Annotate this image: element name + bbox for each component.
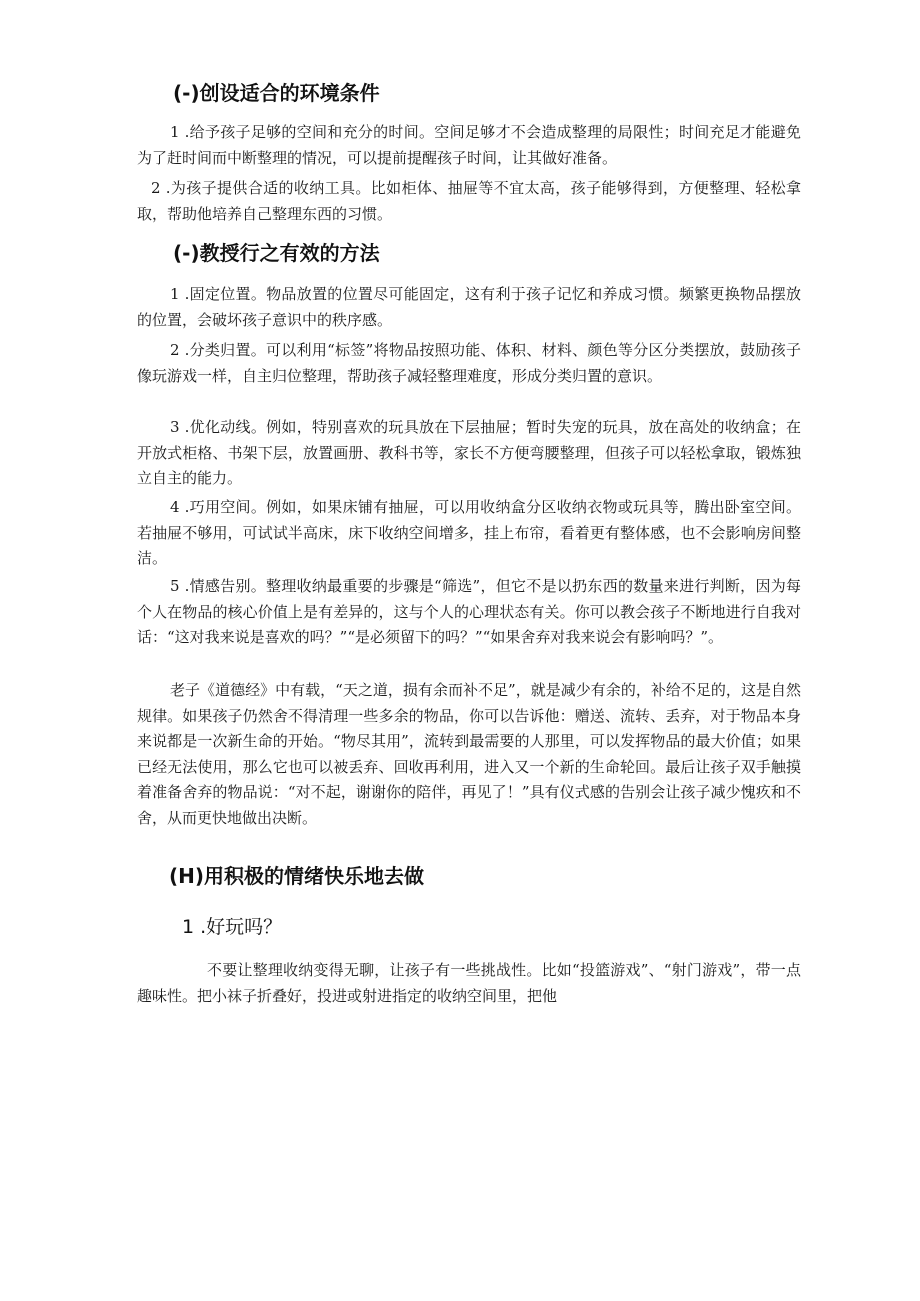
paragraph-tao-te-ching: 老子《道德经》中有载，“天之道，损有余而补不足”，就是减少有余的，补给不足的，这是自然规律。如果孩子仍然舍不得清理一些多余的物品，你可以告诉他：赠送、流转、丢弃，对于物品本身来说都是一次新生命的开始。“物尽其用”，流转到最需要的人那里，可以发挥物品的最大价值；如果已经无法使用，那么它也可以被丢弃、回收再利用，进入又一个新的生命轮回。最后让孩子双手触摸着准备舍弃的物品说：“对不起，谢谢你的陪伴，再见了！”具有仪式感的告别会让孩子减少愧疚和不舍，从而更快地做出决断。 <box>137 681 801 827</box>
section-heading-methods: (-)教授行之有效的方法 <box>173 241 380 265</box>
paragraph-categorize: 2 .分类归置。可以利用“标签”将物品按照功能、体积、材料、颜色等分区分类摆放，鼓励孩子像玩游戏一样，自主归位整理，帮助孩子减轻整理难度，形成分类归置的意识。 <box>137 341 801 385</box>
paragraph-emotional-farewell: 5 .情感告别。整理收纳最重要的步骤是“筛选”，但它不是以扔东西的数量来进行判断，因为每个人在物品的核心价值上是有差异的，这与个人的心理状态有关。你可以教会孩子不断地进行自我对话：“这对我来说是喜欢的吗？”“是必须留下的吗？”“如果舍弃对我来说会有影响吗？”。 <box>137 577 801 646</box>
paragraph-space-and-time: 1 .给予孩子足够的空间和充分的时间。空间足够才不会造成整理的局限性；时间充足才能避免为了赶时间而中断整理的情况，可以提前提醒孩子时间，让其做好准备。 <box>137 123 801 167</box>
paragraph-game-storage: 不要让整理收纳变得无聊，让孩子有一些挑战性。比如“投篮游戏”、“射门游戏”，带一点趣味性。把小袜子折叠好，投进或射进指定的收纳空间里，把他 <box>137 961 801 1005</box>
paragraph-fixed-position: 1 .固定位置。物品放置的位置尽可能固定，这有利于孩子记忆和养成习惯。频繁更换物品摆放的位置，会破坏孩子意识中的秩序感。 <box>137 285 801 329</box>
paragraph-use-space: 4 .巧用空间。例如，如果床铺有抽屉，可以用收纳盒分区收纳衣物或玩具等，腾出卧室空间。若抽屉不够用，可试试半高床，床下收纳空间增多，挂上布帘，看着更有整体感，也不会影响房间整洁。 <box>137 498 801 567</box>
section-heading-environment: (-)创设适合的环境条件 <box>173 81 380 105</box>
section-heading-positive-emotion: (H)用积极的情绪快乐地去做 <box>169 864 425 888</box>
paragraph-storage-tools: 2 .为孩子提供合适的收纳工具。比如柜体、抽屉等不宜太高，孩子能够得到，方便整理、轻松拿取，帮助他培养自己整理东西的习惯。 <box>137 179 801 223</box>
subheading-is-it-fun: 1 .好玩吗？ <box>182 916 283 938</box>
paragraph-optimize-flow: 3 .优化动线。例如，特别喜欢的玩具放在下层抽屉；暂时失宠的玩具，放在高处的收纳盒；在开放式柜格、书架下层，放置画册、教科书等，家长不方便弯腰整理，但孩子可以轻松拿取，锻炼独立自主的能力。 <box>137 418 801 487</box>
